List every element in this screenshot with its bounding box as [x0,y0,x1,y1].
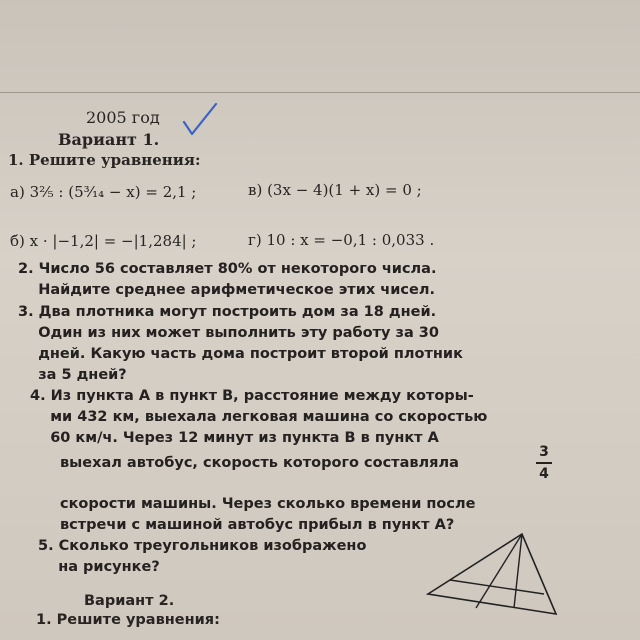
cutoff-line: 1. Решите уравнения: [36,612,220,628]
fraction-denominator: 4 [539,465,549,482]
task3-text: 3. Два плотника могут построить дом за 18 дней. Один из них может выполнить эту работу за 30 дней. Какую часть дома построит второй плотник за 5 дней? [18,304,463,383]
checkmark-icon [180,100,220,140]
fraction-three-quarters [536,444,552,482]
equation-b: б) x · |−1,2| = −|1,284| ; [10,232,197,250]
task1-title: 1. Решите уравнения: [8,151,201,169]
task5-text: 5. Сколько треугольников изображено на рисунке? [38,538,367,575]
year-heading: 2005 год [86,108,160,127]
variant-heading: Вариант 1. [58,130,160,149]
equation-g: г) 10 : x = −0,1 : 0,033 . [248,231,435,249]
top-divider [0,92,640,93]
task4-text-end: скорости машины. Через сколько времени после встречи с машиной автобус прибыл в пункт А? [60,496,476,533]
fraction-bar [536,462,552,464]
task4-text: 4. Из пункта А в пункт В, расстояние между которы- ми 432 км, выехала легковая машина со скоростью 60 км/ч. Через 12 минут из пункта В в пункт А [30,388,488,446]
task2-text: 2. Число 56 составляет 80% от некоторого числа. Найдите среднее арифметическое этих чисел. [18,261,437,298]
equation-v: в) (3x − 4)(1 + x) = 0 ; [248,181,422,199]
equation-a: а) 3²⁄₅ : (5³⁄₁₄ − x) = 2,1 ; [10,183,197,201]
variant2-heading: Вариант 2. [84,593,175,609]
triangle-figure [420,530,560,620]
task4-text-cont: выехал автобус, скорость которого составляла [60,455,459,471]
fraction-numerator: 3 [539,444,549,460]
